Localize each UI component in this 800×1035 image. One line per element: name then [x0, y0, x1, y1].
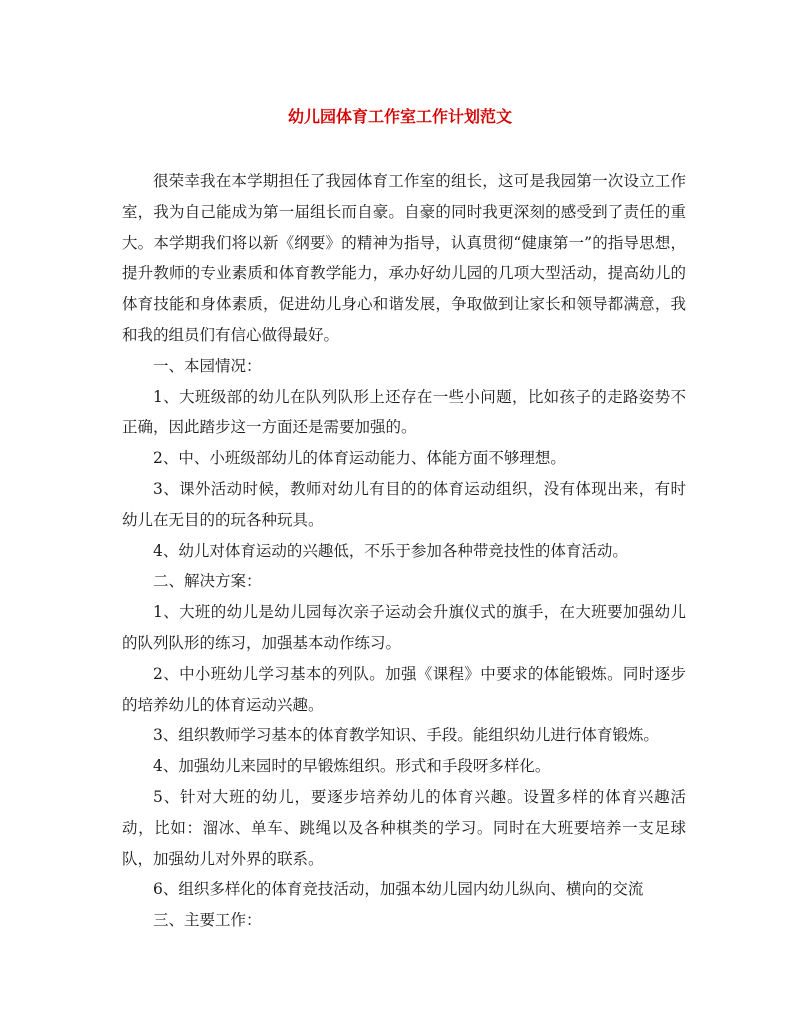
- section-heading-situation: 一、本园情况：: [153, 356, 262, 375]
- solution-item-2: 2、中小班幼儿学习基本的列队。加强《课程》中要求的体能锻炼。同时逐步的培养幼儿的体育运动兴趣。: [122, 664, 686, 714]
- document-body: [122, 166, 686, 936]
- solution-item-6: 6、组织多样化的体育竞技活动，加强本幼儿园内幼儿纵向、横向的交流: [153, 880, 644, 899]
- section-heading-main-work: 三、主要工作：: [153, 911, 262, 930]
- solution-item-5: 5、针对大班的幼儿，要逐步培养幼儿的体育兴趣。设置多样的体育兴趣活动，比如：溜冰、单车、跳绳以及各种棋类的学习。同时在大班要培养一支足球队，加强幼儿对外界的联系。: [122, 787, 686, 868]
- situation-item-1: 1、大班级部的幼儿在队列队形上还存在一些小问题，比如孩子的走路姿势不正确，因此踏步这一方面还是需要加强的。: [122, 387, 686, 437]
- solution-item-1: 1、大班的幼儿是幼儿园每次亲子运动会升旗仪式的旗手，在大班要加强幼儿的队列队形的练习，加强基本动作练习。: [122, 603, 686, 652]
- document-title: 幼儿园体育工作室工作计划范文: [287, 107, 512, 126]
- section-heading-solutions: 二、解决方案：: [153, 572, 262, 591]
- situation-item-4: 4、幼儿对体育运动的兴趣低，不乐于参加各种带竞技性的体育活动。: [153, 541, 628, 560]
- intro-paragraph: 很荣幸我在本学期担任了我园体育工作室的组长，这可是我园第一次设立工作室，我为自己能成为第一届组长而自豪。自豪的同时我更深刻的感受到了责任的重大。本学期我们将以新《纲要》的精神为指导，认真贯彻“健康第一”的指导思想，提升教师的专业素质和体育教学能力，承办好幼儿园的几项大型活动，提高幼儿的体育技能和身体素质，促进幼儿身心和谐发展，争取做到让家长和领导都满意，我和我的组员们有信心做得最好。: [122, 172, 686, 344]
- solution-item-4: 4、加强幼儿来园时的早锻炼组织。形式和手段呀多样化。: [153, 757, 551, 776]
- situation-item-3: 3、课外活动时候，教师对幼儿有目的的体育运动组织，没有体现出来，有时幼儿在无目的的玩各种玩具。: [122, 479, 686, 529]
- solution-item-3: 3、组织教师学习基本的体育教学知识、手段。能组织幼儿进行体育锻炼。: [153, 726, 659, 745]
- situation-item-2: 2、中、小班级部幼儿的体育运动能力、体能方面不够理想。: [153, 449, 566, 468]
